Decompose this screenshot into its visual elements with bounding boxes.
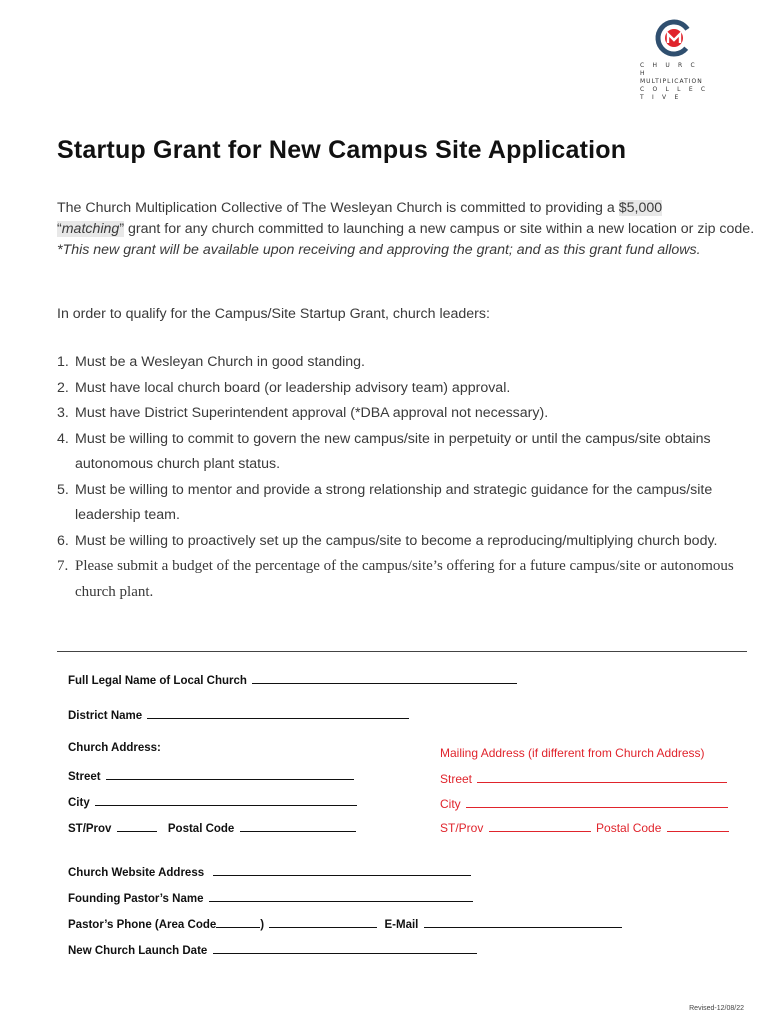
- section-divider: [57, 651, 747, 652]
- full-legal-name-field: [68, 672, 517, 687]
- website-input[interactable]: [213, 864, 471, 876]
- cmc-logo-icon: [654, 18, 694, 58]
- st-prov-input[interactable]: [117, 820, 157, 832]
- launch-date-label: New Church Launch Date: [68, 945, 208, 957]
- intro-quote-close: ”: [119, 221, 125, 237]
- district-name-field: [68, 707, 409, 722]
- mail-street-input[interactable]: [477, 771, 727, 783]
- requirement-text: Must be a Wesleyan Church in good standing.: [75, 354, 365, 370]
- city-input[interactable]: [95, 794, 357, 806]
- logo-line-collective: C O L L E C T I V E: [640, 86, 709, 101]
- full-legal-name-input[interactable]: [252, 672, 517, 684]
- intro-part1: The Church Multiplication Collective of The Wesleyan Church is committed to providing a: [57, 200, 619, 216]
- requirement-text: Must have District Superintendent approval (*DBA approval not necessary).: [75, 405, 549, 421]
- intro-matching: matching: [61, 221, 120, 237]
- intro-paragraph: [57, 198, 762, 261]
- requirement-number: 3.: [57, 405, 69, 421]
- phone-close-paren: ): [260, 919, 265, 931]
- intro-quote-open: “: [57, 221, 62, 237]
- district-name-label: District Name: [68, 710, 143, 722]
- requirement-number: 7.: [57, 558, 69, 574]
- street-input[interactable]: [106, 768, 354, 780]
- mail-postal-code-input[interactable]: [667, 820, 729, 832]
- requirement-item: [57, 350, 762, 376]
- requirement-text: Must be willing to proactively set up the campus/site to become a reproducing/multiplying church body.: [75, 532, 718, 549]
- requirement-number: 2.: [57, 379, 69, 396]
- mail-st-prov-field: [440, 820, 729, 835]
- st-prov-label: ST/Prov: [68, 823, 112, 835]
- requirement-number: 4.: [57, 430, 69, 447]
- district-name-input[interactable]: [147, 707, 409, 719]
- requirement-text: Must be willing to commit to govern the new campus/site in perpetuity or until the campus/site obtains autonomous church plant status.: [75, 430, 711, 472]
- requirement-text: Please submit a budget of the percentage of the campus/site’s offering for a future campus/site or autonomous church plant.: [75, 558, 734, 600]
- requirement-number: 5.: [57, 481, 69, 498]
- logo-line-multiplication: MULTIPLICATION: [640, 78, 703, 85]
- requirements-list: [57, 350, 762, 605]
- logo-line-church: C H U R C H: [640, 62, 698, 77]
- founding-pastor-label: Founding Pastor’s Name: [68, 893, 204, 905]
- requirement-item: [57, 529, 762, 555]
- requirement-item: [57, 478, 762, 529]
- city-label: City: [68, 797, 90, 809]
- mailing-address-label: Mailing Address (if different from Church Address): [440, 746, 705, 760]
- page-title: Startup Grant for New Campus Site Application: [57, 136, 627, 164]
- founding-pastor-field: [68, 890, 473, 905]
- church-address-label: Church Address:: [68, 742, 161, 754]
- phone-number-input[interactable]: [269, 916, 377, 928]
- postal-code-input[interactable]: [240, 820, 356, 832]
- mail-postal-code-label: Postal Code: [596, 821, 662, 835]
- pastor-phone-label: Pastor’s Phone (Area Code: [68, 919, 217, 931]
- mail-city-label: City: [440, 797, 461, 811]
- mail-street-field: [440, 771, 727, 786]
- requirement-item: [57, 427, 762, 478]
- area-code-input[interactable]: [216, 916, 260, 928]
- intro-part2: grant for any church committed to launching a new campus or site within a new location or zip code.: [124, 221, 755, 237]
- founding-pastor-input[interactable]: [209, 890, 473, 902]
- requirement-number: 6.: [57, 532, 69, 549]
- qualify-text: In order to qualify for the Campus/Site Startup Grant, church leaders:: [57, 306, 490, 322]
- full-legal-name-label: Full Legal Name of Local Church: [68, 675, 247, 687]
- requirement-item: [57, 376, 762, 402]
- st-prov-field: [68, 820, 356, 835]
- cmc-logo: [640, 18, 710, 102]
- requirement-item: [57, 554, 762, 605]
- mail-street-label: Street: [440, 772, 473, 786]
- intro-amount: $5,000: [618, 200, 663, 216]
- street-label: Street: [68, 771, 101, 783]
- launch-date-field: [68, 942, 477, 957]
- requirement-item: [57, 401, 762, 427]
- revised-date: Revised-12/08/22: [689, 1005, 744, 1012]
- mail-st-prov-label: ST/Prov: [440, 821, 484, 835]
- website-label: Church Website Address: [68, 867, 205, 879]
- requirement-text: Must be willing to mentor and provide a strong relationship and strategic guidance for the campus/site leadership team.: [75, 481, 713, 523]
- postal-code-label: Postal Code: [167, 823, 235, 835]
- city-field: [68, 794, 357, 809]
- requirement-text: Must have local church board (or leadership advisory team) approval.: [75, 379, 511, 396]
- logo-text: [640, 62, 710, 102]
- email-label: E-Mail: [384, 919, 419, 931]
- intro-note: *This new grant will be available upon receiving and approving the grant; and as this grant fund allows.: [57, 242, 701, 258]
- mail-city-input[interactable]: [466, 796, 728, 808]
- mail-city-field: [440, 796, 728, 811]
- pastor-phone-field: [68, 916, 622, 931]
- mail-st-prov-input[interactable]: [489, 820, 591, 832]
- website-field: [68, 864, 471, 879]
- street-field: [68, 768, 354, 783]
- requirement-number: 1.: [57, 354, 69, 370]
- email-input[interactable]: [424, 916, 622, 928]
- launch-date-input[interactable]: [213, 942, 477, 954]
